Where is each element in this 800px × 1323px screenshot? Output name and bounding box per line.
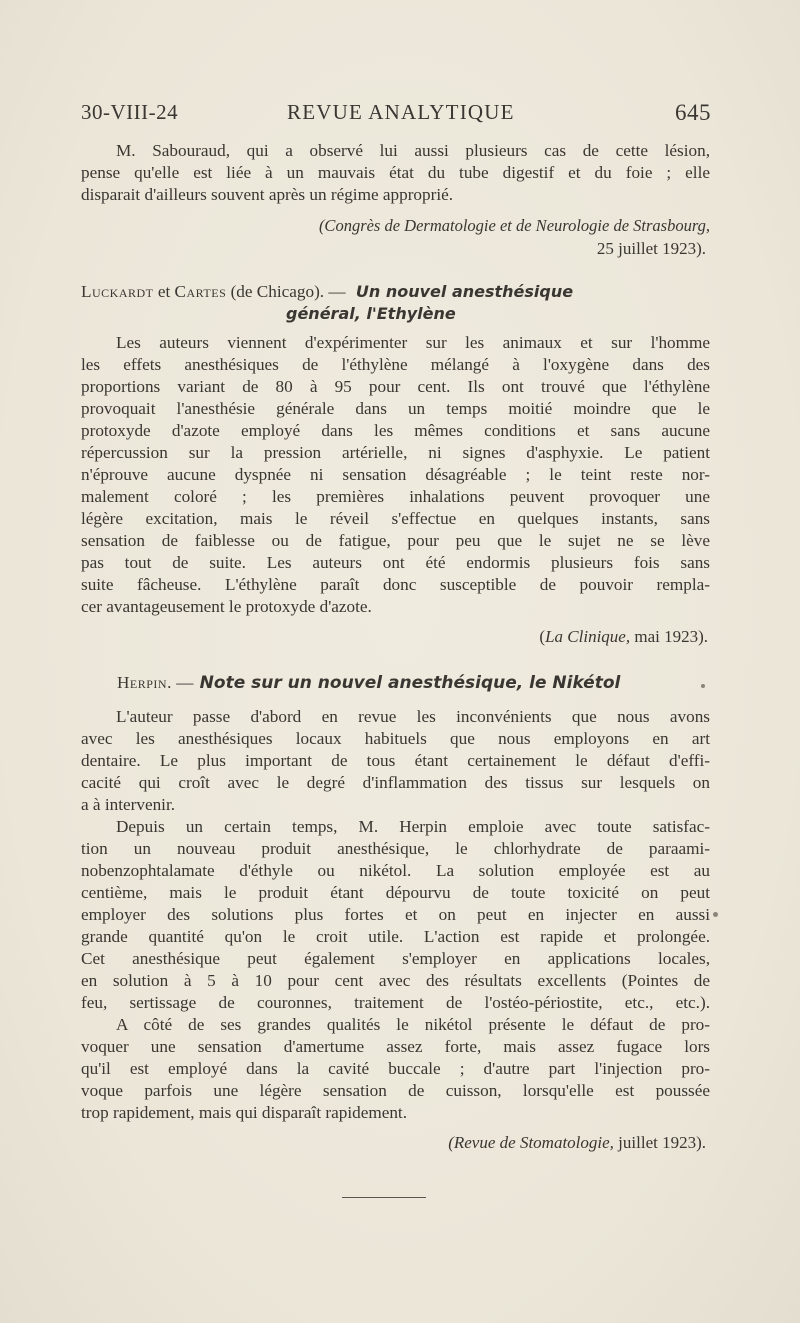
text-line: feu, sertissage de couronnes, traitement de l'ostéo-périostite, etc., etc.).: [81, 993, 710, 1012]
text-line: M. Sabouraud, qui a observé lui aussi plusieurs cas de cette lésion,: [116, 141, 710, 160]
text-line: a à intervenir.: [81, 795, 176, 814]
article-heading: [117, 674, 620, 692]
text-line: avec les anesthésiques locaux habituels que nous employons en art: [81, 729, 710, 748]
text-line: cacité qui croît avec le degré d'inflammation des tissus sur lesquels on: [81, 773, 710, 792]
reference-journal: La Clinique,: [545, 627, 631, 646]
reference: (La Clinique, mai 1923).: [539, 627, 708, 646]
text-line: suite fâcheuse. L'éthylène paraît donc susceptible de pouvoir rempla-: [81, 575, 710, 594]
text-line: A côté de ses grandes qualités le nikétol présente le défaut de pro-: [116, 1015, 710, 1034]
text-line: n'éprouve aucune dyspnée ni sensation désagréable ; le teint reste nor-: [81, 465, 710, 484]
reference-journal: (Revue de Stomatologie,: [448, 1133, 614, 1152]
article-title: Note sur un nouvel anesthésique, le Nikétol: [199, 673, 621, 693]
text-line: nobenzophtalamate d'éthyle ou nikétol. La solution employée est au: [81, 861, 710, 880]
heading-dash: —: [176, 673, 194, 692]
reference-date: 25 juillet 1923).: [596, 239, 706, 258]
text-line: protoxyde d'azote employé dans les mêmes conditions et sans aucune: [81, 421, 710, 440]
text-line: voque parfois une légère sensation de cuisson, lorsqu'elle est poussée: [81, 1081, 710, 1100]
text-line: Les auteurs viennent d'expérimenter sur les animaux et sur l'homme: [116, 333, 710, 352]
conjunction: et: [157, 282, 171, 301]
text-line: Cet anesthésique peut également s'employer en applications locales,: [81, 949, 710, 968]
text-line: pense qu'elle est liée à un mauvais état du tube digestif et du foie ; elle: [81, 163, 710, 182]
article-heading: [81, 283, 573, 300]
reference-date: mai 1923).: [634, 627, 708, 646]
reference-date: juillet 1923).: [618, 1133, 706, 1152]
text-line: centième, mais le produit étant dépourvu de toute toxicité on peut: [81, 883, 710, 902]
text-line: Depuis un certain temps, M. Herpin emploie avec toute satisfac-: [116, 817, 710, 836]
text-line: disparait d'ailleurs souvent après un régime approprié.: [81, 185, 454, 204]
text-line: en solution à 5 à 10 pour cent avec des résultats excellents (Pointes de: [81, 971, 710, 990]
article-title-continued: général, l'Ethylène: [286, 304, 456, 323]
text-line: employer des solutions plus fortes et on peut en injecter en aussi: [81, 905, 710, 924]
text-line: les effets anesthésiques de l'éthylène mélangé à l'oxygène dans des: [81, 355, 710, 374]
reference-journal: (Congrès de Dermatologie et de Neurologie de Strasbourg,: [318, 216, 710, 235]
header-issue-date: 30-VIII-24: [81, 100, 179, 124]
text-line: trop rapidement, mais qui disparaît rapidement.: [81, 1103, 407, 1122]
text-line: cer avantageusement le protoxyde d'azote.: [81, 597, 372, 616]
article-title: Un nouvel anesthésique: [355, 282, 574, 301]
text-line: sensation de faiblesse ou de fatigue, pour peu que le sujet ne se lève: [81, 531, 710, 550]
text-line: pas tout de suite. Les auteurs ont été endormis plusieurs fois sans: [81, 553, 710, 572]
text-line: L'auteur passe d'abord en revue les inconvénients que nous avons: [116, 707, 710, 726]
text-line: malement coloré ; les premières inhalations peuvent provoquer une: [81, 487, 710, 506]
text-line: dentaire. Le plus important de tous étant certainement le défaut d'effi-: [81, 751, 710, 770]
author-name: Luckardt: [81, 282, 154, 301]
text-line: qu'il est employé dans la cavité buccale ; d'autre part l'injection pro-: [81, 1059, 710, 1078]
page-number: 645: [675, 100, 711, 125]
author-name: Herpin.: [117, 673, 172, 692]
author-name: Cartes: [174, 282, 227, 301]
reference: [448, 1134, 706, 1151]
text-line: tion un nouveau produit anesthésique, le chlorhydrate de paraami-: [81, 839, 710, 858]
text-line: grande quantité qu'on le croit utile. L'action est rapide et prolongée.: [81, 927, 710, 946]
print-speck: [713, 912, 718, 917]
text-line: proportions variant de 80 à 95 pour cent. Ils ont trouvé que l'éthylène: [81, 377, 710, 396]
section-rule: [342, 1197, 426, 1198]
author-affiliation: (de Chicago). —: [230, 282, 346, 301]
header-journal-title: REVUE ANALYTIQUE: [287, 100, 515, 124]
text-line: répercussion sur la pression artérielle, ni signes d'asphyxie. Le patient: [81, 443, 710, 462]
text-line: légère excitation, mais le réveil s'effectue en quelques instants, sans: [81, 509, 710, 528]
print-speck: [701, 684, 705, 688]
running-header: [81, 100, 711, 130]
text-line: voquer une sensation d'amertume assez forte, mais assez fugace lors: [81, 1037, 710, 1056]
text-line: provoquait l'anesthésie générale dans un temps moitié moindre que le: [81, 399, 710, 418]
